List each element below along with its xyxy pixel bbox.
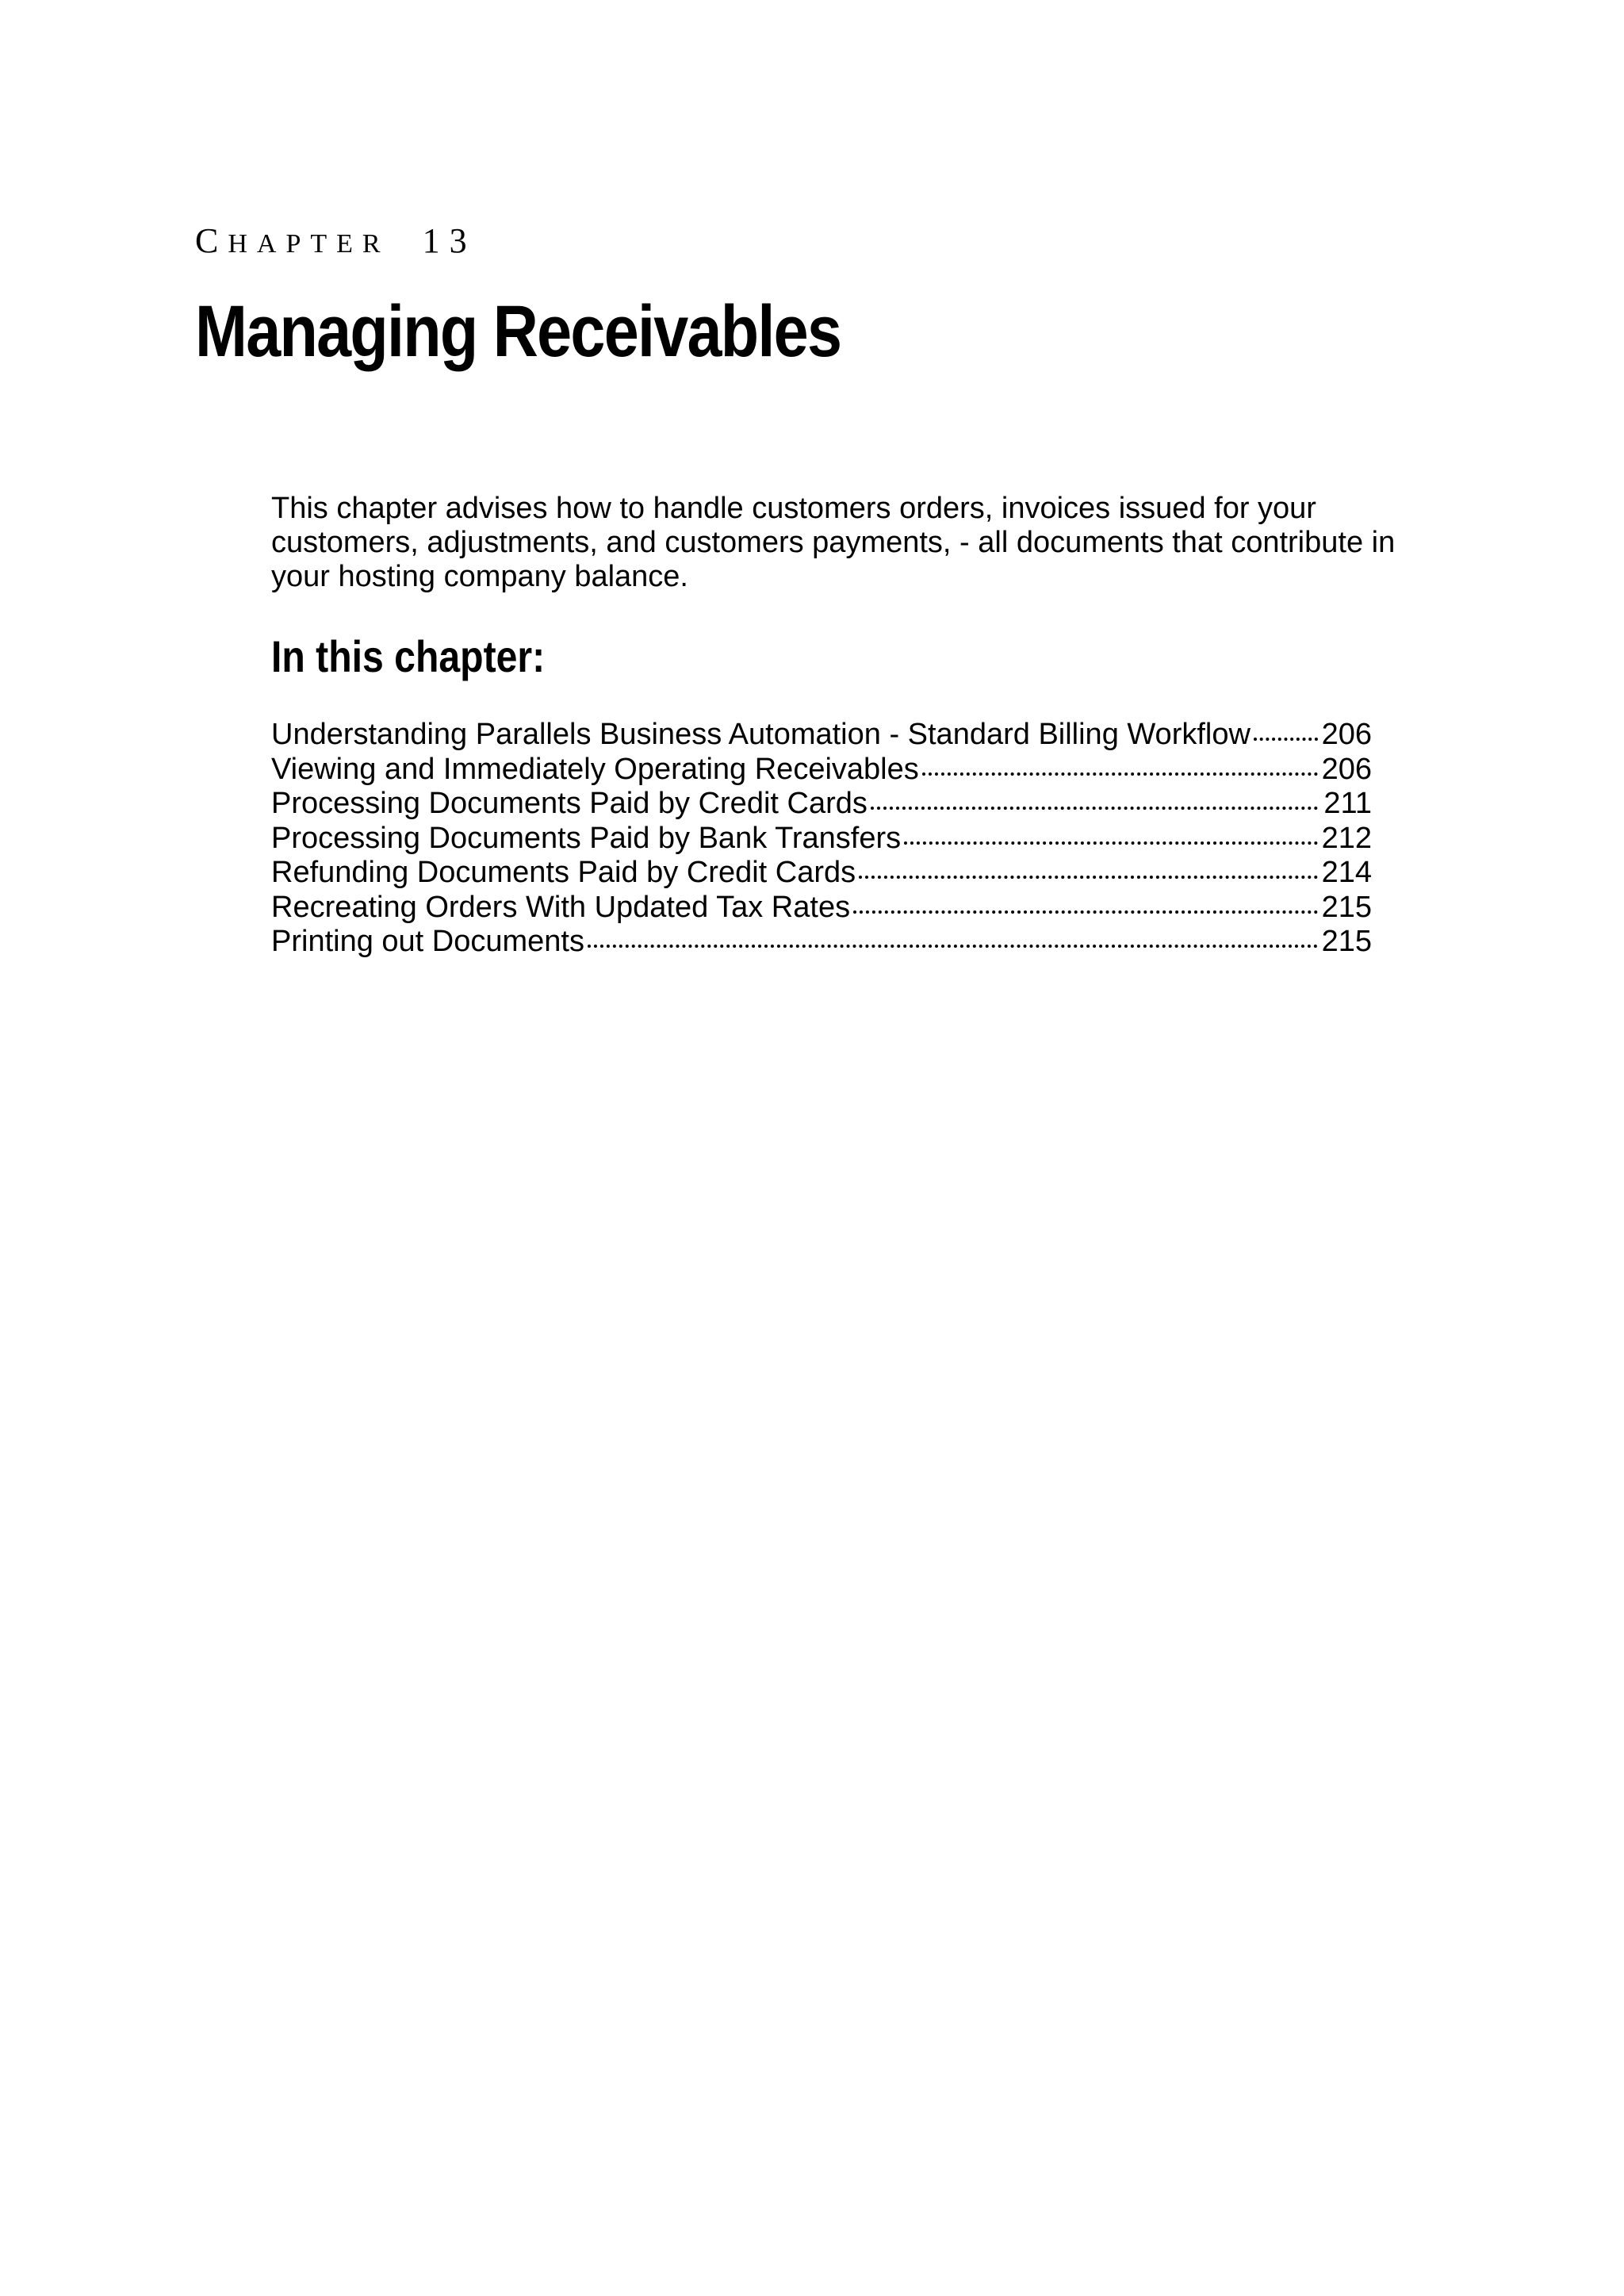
toc-entry-page: 215 — [1321, 925, 1372, 958]
chapter-label-rest: HAPTER — [228, 229, 390, 259]
toc-entry[interactable] — [271, 856, 1372, 891]
toc-entry-title: Understanding Parallels Business Automation - Standard Billing Workflow — [271, 718, 1251, 751]
toc-entry-title: Processing Documents Paid by Credit Cards — [271, 787, 868, 820]
toc-leader-dots — [1254, 738, 1318, 741]
toc-entry-page: 214 — [1321, 856, 1372, 889]
toc-entry-page: 215 — [1321, 890, 1372, 924]
table-of-contents — [271, 718, 1372, 960]
toc-entry[interactable] — [271, 787, 1372, 822]
toc-entry-page: 212 — [1321, 821, 1372, 855]
toc-leader-dots — [859, 876, 1318, 879]
toc-entry-page: 211 — [1323, 787, 1372, 820]
chapter-number: 13 — [422, 221, 477, 260]
toc-entry[interactable] — [271, 822, 1372, 857]
chapter-title: Managing Receivables — [195, 291, 841, 372]
toc-entry-title: Viewing and Immediately Operating Receivables — [271, 752, 919, 786]
toc-entry-title: Recreating Orders With Updated Tax Rates — [271, 890, 851, 924]
chapter-label — [195, 221, 477, 260]
toc-entry[interactable] — [271, 891, 1372, 926]
toc-entry[interactable] — [271, 925, 1372, 960]
intro-paragraph: This chapter advises how to handle customers orders, invoices issued for your customers, adjustments, and customers payments, - all documents that contribute in your hosting company balance. — [271, 492, 1396, 593]
toc-entry[interactable] — [271, 718, 1372, 753]
section-heading: In this chapter: — [271, 631, 546, 681]
toc-entry-page: 206 — [1321, 718, 1372, 751]
toc-leader-dots — [588, 945, 1318, 948]
toc-entry[interactable] — [271, 753, 1372, 788]
toc-entry-page: 206 — [1321, 752, 1372, 786]
toc-leader-dots — [922, 772, 1318, 776]
toc-leader-dots — [853, 910, 1318, 914]
toc-entry-title: Processing Documents Paid by Bank Transfers — [271, 821, 902, 855]
toc-leader-dots — [904, 841, 1318, 845]
chapter-label-initial: C — [195, 221, 228, 260]
toc-entry-title: Printing out Documents — [271, 925, 584, 958]
toc-entry-title: Refunding Documents Paid by Credit Cards — [271, 856, 856, 889]
toc-leader-dots — [871, 807, 1318, 810]
